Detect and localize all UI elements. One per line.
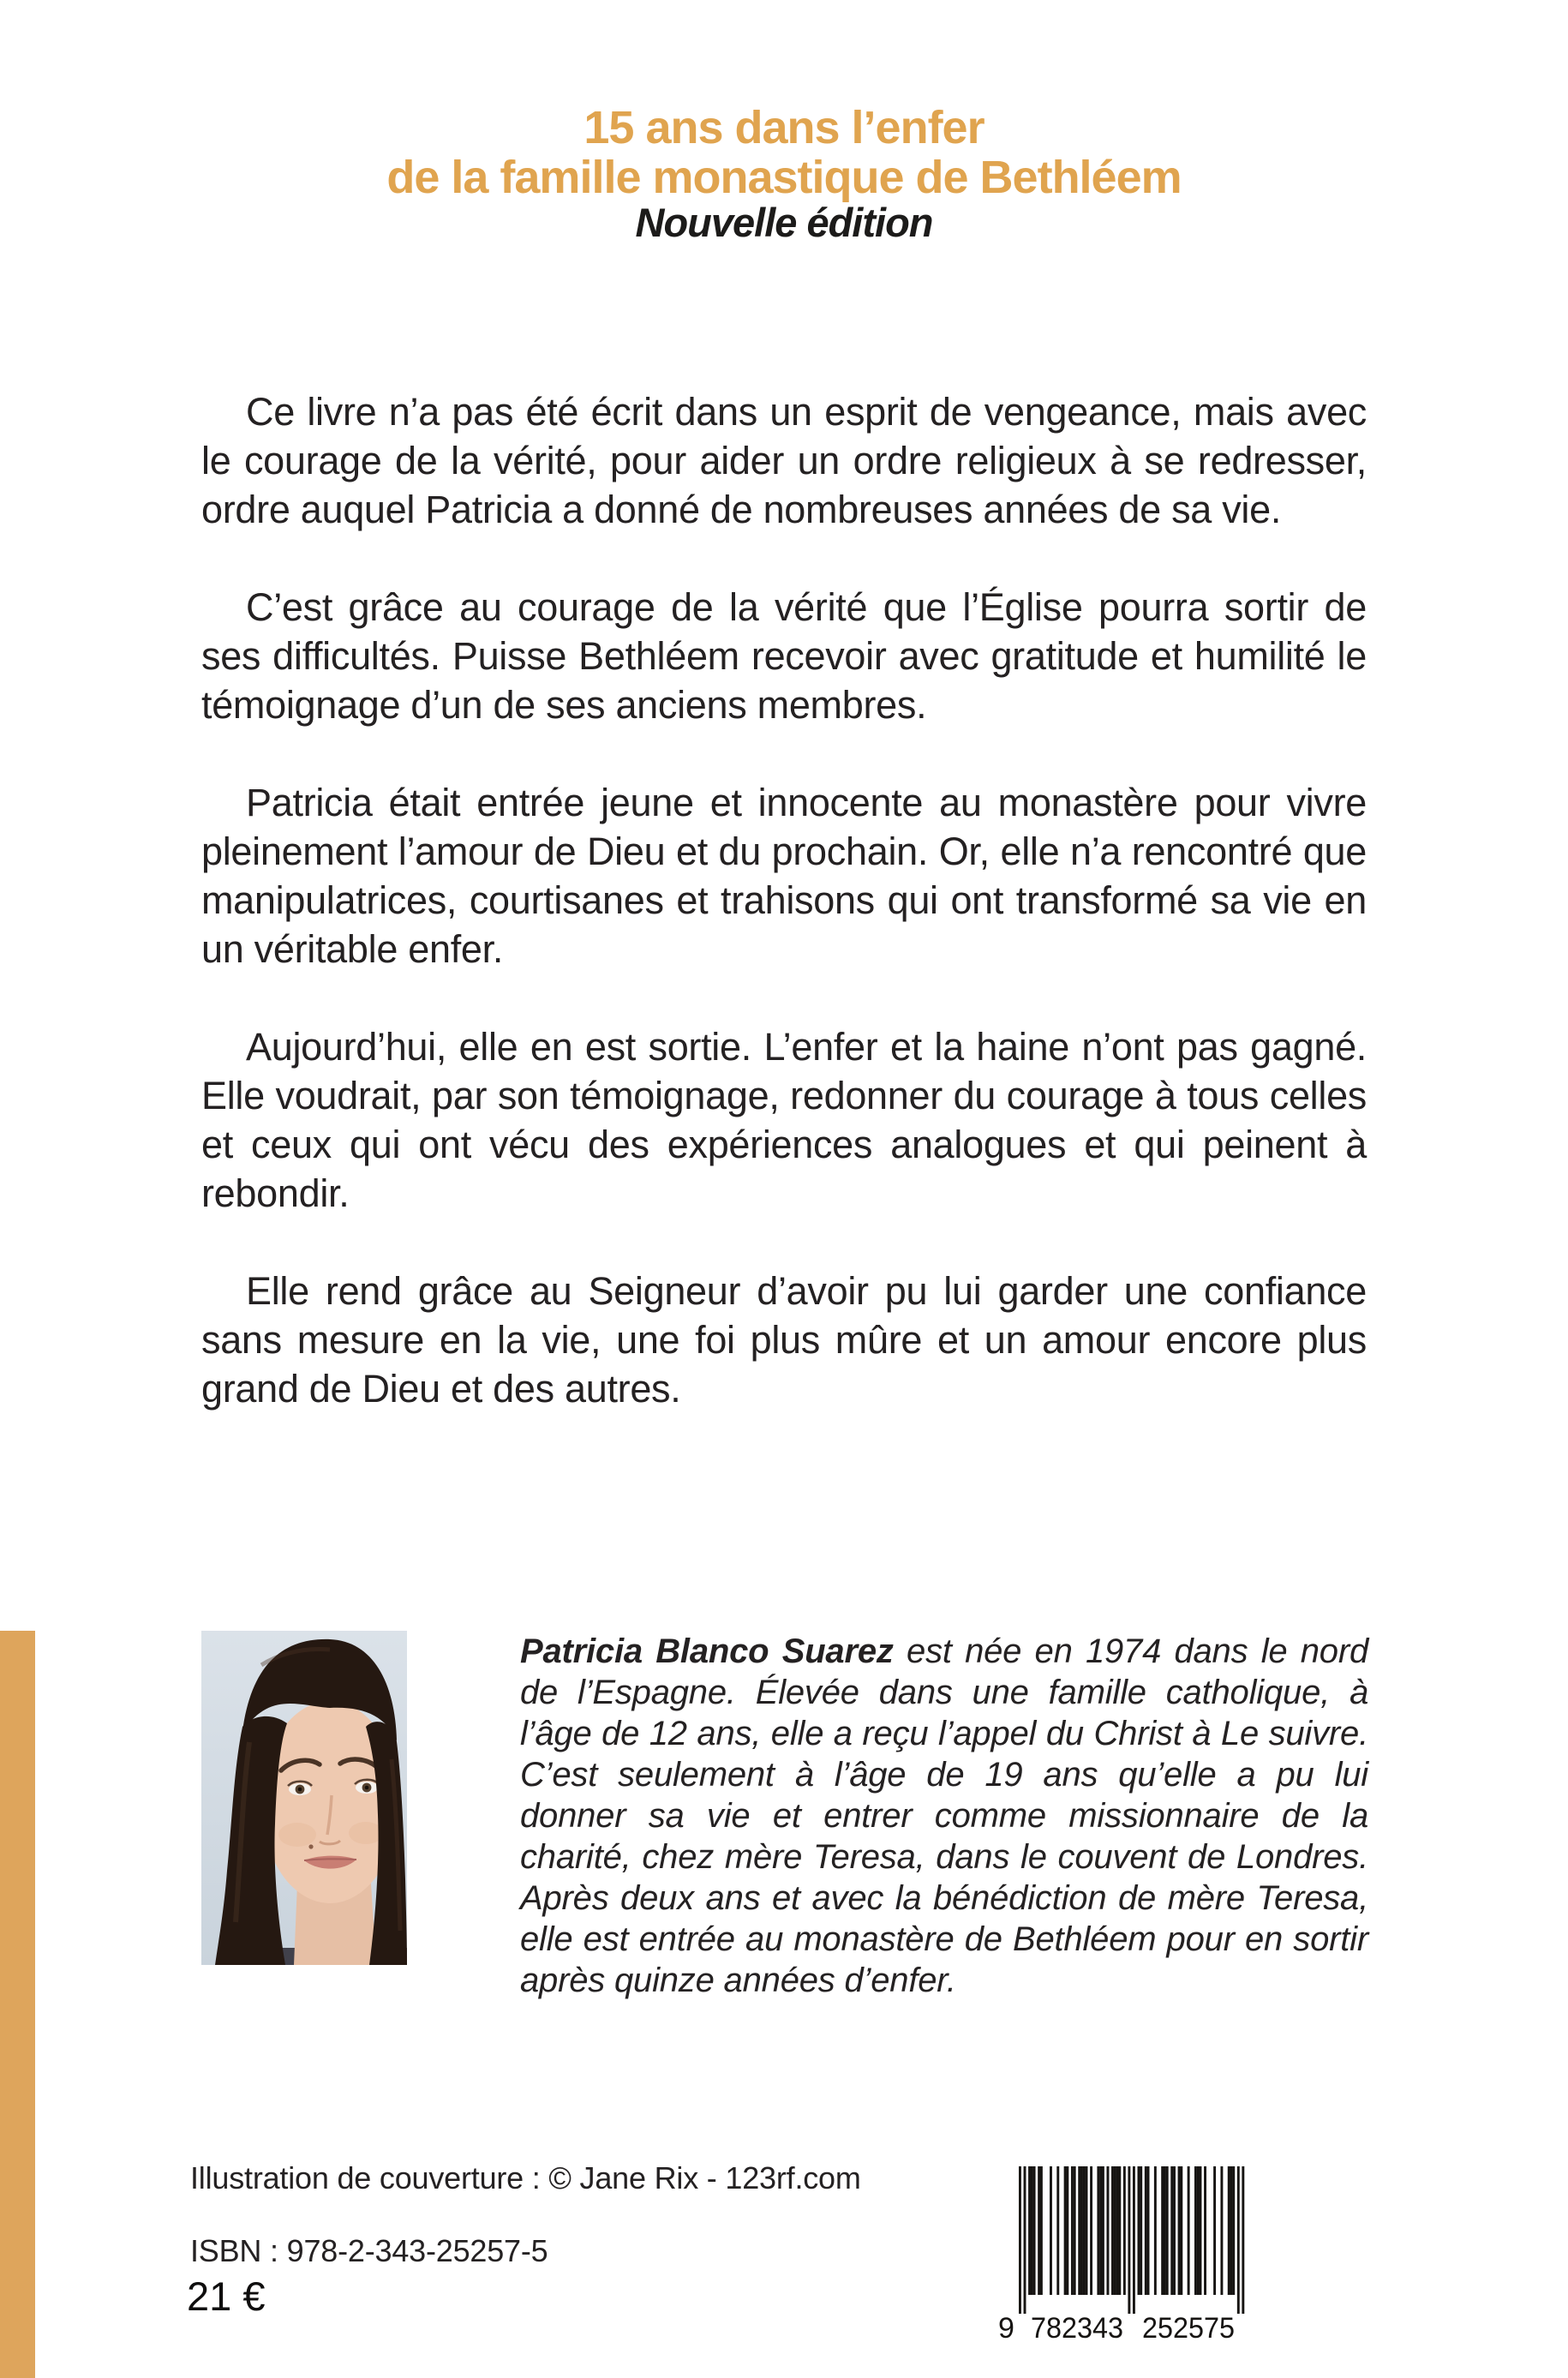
author-name: Patricia Blanco Suarez	[520, 1632, 894, 1670]
ean13-barcode	[996, 2163, 1254, 2343]
synopsis-paragraph: C’est grâce au courage de la vérité que l’Église pourra sortir de ses difficultés. Puisse Bethléem recevoir avec gratitude et humilité le témoignage d’un de ses anciens membres.	[201, 585, 1367, 727]
author-bio	[520, 1631, 1368, 2001]
synopsis-paragraph: Aujourd’hui, elle en est sortie. L’enfer et la haine n’ont pas gagné. Elle voudrait, par son témoignage, redonner du courage à tous celles et ceux qui ont vécu des expériences analogues et qui peinent à rebondir.	[201, 1025, 1367, 1215]
synopsis-paragraph: Patricia était entrée jeune et innocente au monastère pour vivre pleinement l’amour de Dieu et du prochain. Or, elle n’a rencontré que manipulatrices, courtisanes et trahisons qui ont transformé sa vie en un véritable enfer.	[201, 781, 1367, 971]
price: 21 €	[187, 2273, 266, 2319]
svg-text:252575: 252575	[1142, 2312, 1235, 2343]
cover-illustration-credit: Illustration de couverture : © Jane Rix - 123rf.com	[190, 2160, 861, 2195]
synopsis-paragraph: Elle rend grâce au Seigneur d’avoir pu lui garder une confiance sans mesure en la vie, une foi plus mûre et un amour encore plus grand de Dieu et des autres.	[201, 1269, 1367, 1411]
edition-subtitle: Nouvelle édition	[635, 200, 933, 245]
book-title	[0, 103, 1568, 202]
author-photo	[201, 1631, 407, 1965]
author-bio-text: est née en 1974 dans le nord de l’Espagne. Élevée dans une famille catholique, à l’âge de 12 ans, elle a reçu l’appel du Christ à Le suivre. C’est seulement à l’âge de 19 ans qu’elle a pu lui donner sa vie et entrer comme missionnaire de la charité, chez mère Teresa, dans le couvent de Londres. Après deux ans et avec la bénédiction de mère Teresa, elle est entrée au monastère de Bethléem pour en sortir après quinze années d’enfer.	[520, 1632, 1369, 1999]
svg-text:9: 9	[998, 2312, 1014, 2343]
book-title-line2: de la famille monastique de Bethléem	[386, 152, 1182, 204]
isbn-number: ISBN : 978-2-343-25257-5	[190, 2233, 548, 2268]
accent-stripe	[0, 1631, 35, 2378]
book-title-line1: 15 ans dans l’enfer	[584, 102, 984, 154]
synopsis	[201, 387, 1367, 1462]
synopsis-paragraph: Ce livre n’a pas été écrit dans un esprit de vengeance, mais avec le courage de la vérité, pour aider un ordre religieux à se redresser, ordre auquel Patricia a donné de nombreuses années de sa vie.	[201, 390, 1367, 531]
svg-text:782343: 782343	[1031, 2312, 1123, 2343]
author-portrait-illustration	[201, 1631, 407, 1965]
